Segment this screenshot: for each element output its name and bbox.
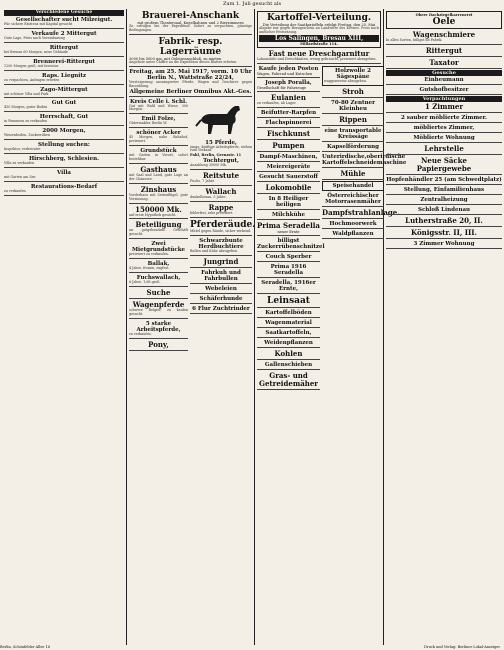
- ad-body: Gute Lage, Preis nach Vereinbarung: [4, 35, 65, 40]
- ad: [257, 109, 320, 118]
- ad-title: Rittergut: [425, 45, 463, 55]
- ad: [129, 115, 188, 128]
- ad-title: Gallenschieben: [264, 361, 313, 368]
- ad-title: Pony,: [148, 339, 169, 349]
- ad-title: Schloß Lindenau: [417, 206, 471, 213]
- ad-title: Wallach: [205, 187, 237, 197]
- ad: [386, 196, 502, 205]
- auction-ad: [129, 68, 252, 97]
- ad-address2: Millardstraße 114.: [300, 41, 338, 46]
- ad-body: mit großem Theatersaal, Kegelbahnen und 2 Bierzimmern: [137, 21, 244, 25]
- ad-title: Tochtergut,: [203, 158, 239, 165]
- ad-title: Reitstute: [202, 171, 240, 181]
- ad-title: 2 sauber möblierte Zimmer.: [401, 114, 487, 121]
- ad-title: Dampfstrahlanlage.: [322, 207, 400, 217]
- ad: [322, 192, 384, 207]
- ad: [4, 86, 124, 99]
- ad: [190, 203, 252, 218]
- ad-filler: Lokomobile und Dreschkasten, wenig gebraucht, preiswert abzugeben.: [257, 56, 377, 61]
- ad-title: schöner Acker: [136, 130, 181, 137]
- section-header: Verschiedene Gesuche: [4, 10, 124, 16]
- ad: [257, 295, 320, 308]
- ad-filler: 4 Jahre, fromm, zugfest.: [129, 266, 170, 271]
- ad-title: Beteiligung: [135, 220, 182, 230]
- ad-body: Weizenboden, Zuckerrüben: [4, 133, 50, 138]
- ad-title: Mühle: [340, 168, 366, 178]
- ad-title: Stellung, Einfamilienhaus: [403, 186, 485, 193]
- ad-title: Zwei Mietgrundstücke: [131, 241, 186, 254]
- ad-title: Hirschberg, Schlesien.: [28, 156, 100, 163]
- ad-filler: junge, kräftige Arbeitspferde, stehen zum Verkauf.: [190, 144, 252, 153]
- ad: [129, 274, 188, 287]
- ad: [386, 76, 502, 85]
- ad: [129, 129, 188, 146]
- ad-title: Gutshofbesitzer: [419, 86, 469, 93]
- ad-title: Hochmoorwerk: [329, 220, 377, 227]
- ad: [257, 119, 320, 128]
- oil-ad: [386, 11, 502, 29]
- ad-title: Fast neue Dreschgarnitur: [268, 48, 370, 58]
- ad-title: Schäferhunde: [199, 295, 243, 302]
- ad: [129, 165, 188, 184]
- column-3: [255, 9, 407, 645]
- ad-title: 2000 Morgen,: [42, 128, 86, 135]
- ad: [190, 171, 252, 186]
- ad-filler: Vorderhaus mit Seitenflügel, gute Verzinsung.: [129, 192, 188, 201]
- ad-title: Waldpflanzen: [332, 230, 374, 237]
- ad-filler: In allen Sorten, billigst ab Fabrik.: [386, 38, 443, 42]
- ad-body: Für sichere Existenz mit Kapital gesucht: [4, 22, 73, 26]
- ad-title: Lokomobile: [265, 182, 312, 192]
- ad-title: Einheumann: [424, 76, 464, 83]
- ad-title: Jungrind: [203, 256, 239, 266]
- col2-left: [129, 98, 188, 352]
- ad-title: Brennerei-Rittergut: [33, 58, 95, 65]
- ad-title: Emil Folze,: [141, 116, 176, 123]
- ad: [190, 285, 252, 294]
- ad: [129, 340, 188, 351]
- ad-title: Unterirdische,oberirdische Kartoffelschneidemaschine: [322, 153, 407, 166]
- ad-title: Dampf-Maschinen,: [259, 153, 318, 160]
- ad-body: zu verpachten, Anfragen erbeten: [4, 77, 60, 82]
- ad: [4, 30, 124, 43]
- ad-body: 3000 bis 5000 qm, mit Geleiseanschluß, zu mieten: [129, 56, 222, 61]
- col3-left: [257, 65, 325, 391]
- ad-title: 3 Zimmer Wohnung: [413, 240, 475, 247]
- ad-filler: mit Garten in Vorort, sofort beziehbar.: [129, 153, 188, 161]
- ad: [4, 99, 124, 112]
- ad-body: bei Bernau 60 Morgen, neue Gebäude: [4, 49, 68, 54]
- ad-filler: auf erste Hypothek gesucht.: [129, 212, 177, 217]
- ad-filler: fehlerfrei, sehr preiswert.: [190, 211, 234, 216]
- ad-title: 150000 Mk.: [135, 204, 182, 214]
- ad: [322, 220, 384, 229]
- ad: [4, 16, 124, 29]
- ad-title: Zentralheizung: [420, 196, 468, 203]
- ad: [257, 183, 320, 194]
- ad-title: 15 Pferde,: [205, 139, 237, 146]
- ad-title: Gut Gut: [51, 100, 77, 107]
- ad: [257, 141, 320, 152]
- ad-title: Webeleien: [205, 285, 237, 292]
- ad-title: Beifutter-Rarpfen: [260, 109, 317, 116]
- ad-title: Ballak,: [147, 261, 170, 268]
- ad-title: Wagenschmiere: [412, 30, 476, 39]
- ad: [322, 207, 400, 219]
- ad-title: Stroh: [342, 86, 364, 96]
- ad-title: Rittergut: [49, 44, 79, 51]
- ad-title: Zago-Mittergut: [40, 86, 88, 93]
- auction-place: Berlin N., Wattstraße 22/24,: [147, 74, 234, 81]
- ad-title: Rappe: [208, 203, 234, 213]
- ad: [129, 260, 188, 273]
- page-header: Zum 1. Juli gesucht als: [222, 1, 282, 7]
- ad: [4, 155, 124, 168]
- column-2: [127, 9, 255, 645]
- ad-title: Königsstr. II, III.: [411, 227, 477, 237]
- ad: [4, 113, 124, 126]
- ad: [386, 176, 502, 185]
- ad: [257, 253, 320, 262]
- dresch-ad: [257, 49, 381, 64]
- ad: [257, 319, 320, 328]
- ad-title: Holzwolle 2 Sägespäne: [335, 67, 371, 80]
- ad-title: 70-80 Zentner Kleinheu: [331, 99, 375, 112]
- column-1: [2, 9, 127, 645]
- ad-address: Los Salingen, Bresau XIII,: [259, 35, 379, 42]
- ad-filler: waggonweise abzugeben.: [324, 78, 367, 83]
- ad-title: Österreichischer Motorrasenmäher: [325, 192, 381, 205]
- ad-title: Villa: [56, 169, 71, 176]
- ad: [129, 300, 188, 319]
- ad-body: Gesellschaft für Fahrzeuge: [257, 85, 307, 90]
- ad: [4, 72, 124, 85]
- ad: [322, 127, 384, 142]
- wagen-ad: [386, 30, 502, 45]
- ad-title: Speisehandel: [332, 182, 374, 189]
- factory-ad: [129, 36, 252, 67]
- ad-title: Lutherstraße 20, II.: [405, 215, 483, 225]
- ad: [257, 263, 320, 278]
- ad-title: Rippen: [339, 114, 367, 124]
- ad: [386, 228, 502, 239]
- ad-filler: Bullen und Kühe abzugeben.: [190, 248, 239, 253]
- ad: [386, 134, 502, 143]
- ad-body: mit Garten am See: [4, 174, 36, 179]
- ad: [386, 186, 502, 195]
- ad-title: Neue Säcke: [421, 155, 467, 165]
- ad: [257, 361, 320, 370]
- ad-title: Fabrik- resp. Lagerräume: [158, 36, 223, 57]
- ad-title: Kohlen: [274, 348, 303, 358]
- footer-right: Druck und Verlag: Berliner Lokal-Anzeiger: [424, 645, 500, 649]
- ad-filler: Gütermakler, Berlin W.: [129, 121, 168, 126]
- ad: [322, 143, 384, 152]
- ad: [129, 240, 188, 259]
- kartoffel-ad: [257, 11, 381, 48]
- ad: [257, 93, 320, 108]
- ad-filler: Anzahlung 30000 Mk.: [190, 163, 227, 168]
- ad-title: Lehrstelle: [424, 143, 464, 153]
- ad-filler: schwere Belgier, zu kaufen gesucht.: [129, 307, 188, 316]
- ad-title: Kartoffel-Verteilung.: [266, 13, 372, 23]
- ad-body: Die Verteilung der Saatkartoffeln erfolgt Freitag, den 25. Mai: [262, 23, 376, 27]
- ad: [257, 309, 320, 318]
- ad-title: 1 Zimmer: [424, 101, 464, 111]
- ad: [257, 163, 320, 172]
- ad-title: Brauerei-Anschank: [141, 11, 240, 21]
- ad: [386, 114, 502, 123]
- ad-title: 5 starke Arbeitspferde,: [136, 320, 181, 333]
- ad-filler: Mittel gegen Räude, sicher wirkend.: [190, 228, 252, 233]
- ad-title: Kapselförderung: [327, 143, 379, 150]
- ad: [4, 183, 124, 196]
- ad: [386, 144, 502, 155]
- col3-right: [322, 65, 407, 391]
- ad-filler: dunkelbraun, 5 Jahre.: [190, 195, 227, 200]
- ad-title: Raps. Liegnitz: [41, 72, 87, 79]
- ad: [257, 153, 320, 162]
- ad-title: Verkaufe 2 Mittergut: [31, 30, 97, 37]
- ad: [190, 157, 252, 170]
- ad-title: Zinshaus: [140, 184, 177, 194]
- ad-body: Pahl, Berlin, Grenzstr. 11: [190, 153, 242, 158]
- oele-label: Oele: [432, 17, 456, 27]
- ad-filler: mit Saal und Land, gute Lage an der Chaussee.: [129, 172, 188, 181]
- col2-right: [190, 98, 256, 352]
- section-header: Gesuche: [386, 70, 502, 76]
- ad-title: Prima Seradella: [257, 220, 320, 230]
- ad: [386, 46, 502, 57]
- ad-title: Kaufe jeden Posten: [258, 65, 319, 72]
- ad-filler: zu verkaufen, ab Lager.: [257, 100, 297, 105]
- ad-filler: Zu erfragen bei der Expedition. Sofort zu verpachten, günstige Bedingungen.: [129, 24, 252, 32]
- ad: [4, 169, 124, 182]
- ad-body: mit schöner Villa und Park: [4, 91, 49, 96]
- ad-title: Taxator: [429, 57, 459, 67]
- ad-list: [4, 16, 124, 196]
- ad-body: Inspektor, verheiratet: [4, 147, 41, 152]
- ad-filler: preiswert zu verkaufen.: [129, 252, 169, 257]
- ad-title: Leinsaat: [267, 295, 310, 306]
- ad: [386, 86, 502, 95]
- ad-body: in Pommern zu verkaufen: [4, 119, 47, 124]
- ad-title: Seradella, 1916er Ernte,: [261, 279, 316, 292]
- ad: [257, 237, 325, 252]
- ad-title: billigst Zuckerrübenschnitzel: [257, 237, 325, 250]
- ad: [322, 99, 384, 114]
- horse-illustration: [193, 100, 249, 138]
- ad: [257, 195, 320, 210]
- ad: [322, 115, 384, 126]
- ad: [257, 65, 320, 78]
- ad-title: Milchkühe: [272, 211, 305, 218]
- ad-title: Weidenpflanzen: [264, 339, 313, 346]
- ad: [190, 257, 252, 268]
- ad: [386, 58, 502, 69]
- ad: [257, 79, 320, 92]
- ad-body: 1200 Morgen groß, mit Inventar: [4, 63, 59, 68]
- ad: [129, 185, 188, 204]
- ad: [257, 349, 320, 360]
- ad: [190, 305, 252, 314]
- ad-title: Meiereigeräte: [266, 163, 311, 170]
- omnibus-company: Allgemeine Berliner Omnibus Akt.-Ges.: [129, 88, 252, 95]
- ad-title-2: Papiergewebe: [416, 163, 472, 173]
- ad-filler: Versteigerung ausrangierter Pferde, Wagen und Geschirre gegen Barzahlung.: [129, 79, 252, 88]
- ad: [386, 102, 502, 113]
- ad-title: Fischkunst: [266, 128, 311, 138]
- ad-body: Wagen, Fahrrad und Kutschen: [257, 71, 313, 76]
- footer-left: Berlin, Schönfelder Allee 16: [0, 645, 51, 649]
- ad: [386, 240, 502, 249]
- ad-title: Herrschaft, Gut: [39, 114, 89, 121]
- ad-title: In 8 Heiliger heiligen: [268, 195, 309, 208]
- ad: [190, 187, 252, 202]
- ad-filler: Abgabe nur gegen Bezugsschein an Landwirte des Kreises. Preis nach amtlicher Festsetzung.: [259, 26, 379, 34]
- ad-title: Wagenmaterial: [265, 319, 312, 326]
- ad: [129, 320, 188, 339]
- ad-title: Kreis Celle i. Schl.: [130, 98, 187, 105]
- ad-body: Villa zu verkaufen: [4, 161, 35, 166]
- ad: [322, 169, 384, 180]
- ad: [257, 279, 320, 294]
- ad: [257, 221, 320, 236]
- ad-title: möbliertes Zimmer,: [413, 124, 475, 131]
- brewery-ad: [129, 10, 252, 35]
- ad: [129, 98, 188, 115]
- ad: [190, 237, 252, 256]
- ad-title: Joseph Poralla,: [265, 79, 312, 86]
- ad-title: Möblierte Wohnung: [413, 134, 475, 141]
- ad: [4, 141, 124, 154]
- ad-title: Prima 1916 Seradella: [270, 263, 307, 276]
- ad-body: neuer Ernte: [277, 229, 300, 234]
- ad-title: Pumpen: [272, 140, 305, 150]
- ad: [4, 58, 124, 71]
- ad-title: Eulanien: [271, 92, 306, 102]
- ad: [129, 220, 188, 239]
- ad-title: Fuchswallach,: [136, 275, 181, 282]
- ad: [322, 87, 384, 98]
- ad: [129, 205, 188, 220]
- ad: [257, 339, 320, 348]
- ad-title: Saatkartoffeln,: [265, 329, 312, 336]
- ad-title: Kartoffelböden: [265, 309, 312, 316]
- ad: [386, 124, 502, 133]
- ad: [257, 371, 320, 390]
- ad: [322, 181, 384, 191]
- ad: [322, 153, 407, 168]
- ad-title: Hopfenhändler 25 (am Schwedtplatz): [386, 176, 502, 183]
- ad-title: Gesucht Sauerstoff: [259, 173, 318, 180]
- ad: [257, 129, 320, 140]
- ad: [386, 206, 502, 215]
- section-header: Verpachtungen: [386, 96, 502, 102]
- ad-title: Flachspinnerei: [265, 119, 312, 126]
- ad: [386, 156, 502, 175]
- ad-title: Stellung suchen:: [38, 142, 90, 149]
- ad-title: Couch Sperber: [265, 253, 312, 260]
- ad-title: Gasthaus: [140, 164, 177, 174]
- ad-filler: an gutgehendem Geschäft gesucht.: [129, 228, 188, 237]
- ad: [257, 329, 320, 338]
- ad: [190, 269, 252, 284]
- ad: [257, 173, 320, 182]
- ad-title: Gras- und Getreidemäher: [259, 370, 318, 388]
- column-4: [384, 9, 504, 645]
- ad-filler: zu verkaufen.: [129, 331, 152, 336]
- ad: [322, 66, 384, 86]
- ad-filler: 6 Jahre, 1,68 groß.: [129, 280, 161, 285]
- ad: [4, 44, 124, 57]
- ad: [129, 147, 188, 164]
- ad-title: Schwarzbunte Herdbuchtiere: [198, 237, 244, 250]
- ad-title: Restaurations-Bedarf: [30, 183, 98, 190]
- ad: [190, 219, 256, 236]
- ad-filler: Fuchs, 7 Jahre.: [190, 179, 216, 184]
- ad: [322, 230, 384, 239]
- ad-filler: Angebote unter Chiffre an die Expedition dieses Blattes erbeten.: [129, 59, 238, 64]
- ad-filler: 45 Morgen, nahe Bahnhof, preiswert.: [129, 135, 188, 144]
- ad-title: Grundstück: [140, 148, 177, 155]
- ad: [4, 127, 124, 140]
- ad: [257, 211, 320, 220]
- ad-title: Gesellschafter sucht Milzeigut.: [15, 17, 113, 23]
- ad-title: Pferderäude.: [190, 219, 256, 230]
- ad-body: zu verkaufen: [4, 188, 26, 193]
- ad: [129, 288, 188, 299]
- ad-title: Fahrkuh und Fahrbullen: [201, 269, 241, 282]
- ad-title: Obere Dachziegelkarrenerei: [415, 13, 473, 17]
- ad-body: 450 Morgen, guter Boden: [4, 105, 48, 110]
- ad-title: Wagenpferde: [132, 299, 185, 309]
- ad-title: 6 Flur Zuchtrinder: [192, 305, 250, 312]
- auction-date: Freitag, am 25. Mai 1917, vorm. 10 Uhr: [129, 68, 252, 75]
- ad-title: eine transportable Kreissäge: [324, 127, 382, 140]
- page-footer: [0, 645, 504, 650]
- ad: [190, 295, 252, 304]
- ad-title: Suche: [146, 287, 171, 297]
- ad-filler: Gut mit Wald und Wiese, 300 Morgen.: [129, 103, 188, 112]
- ad: [386, 216, 502, 227]
